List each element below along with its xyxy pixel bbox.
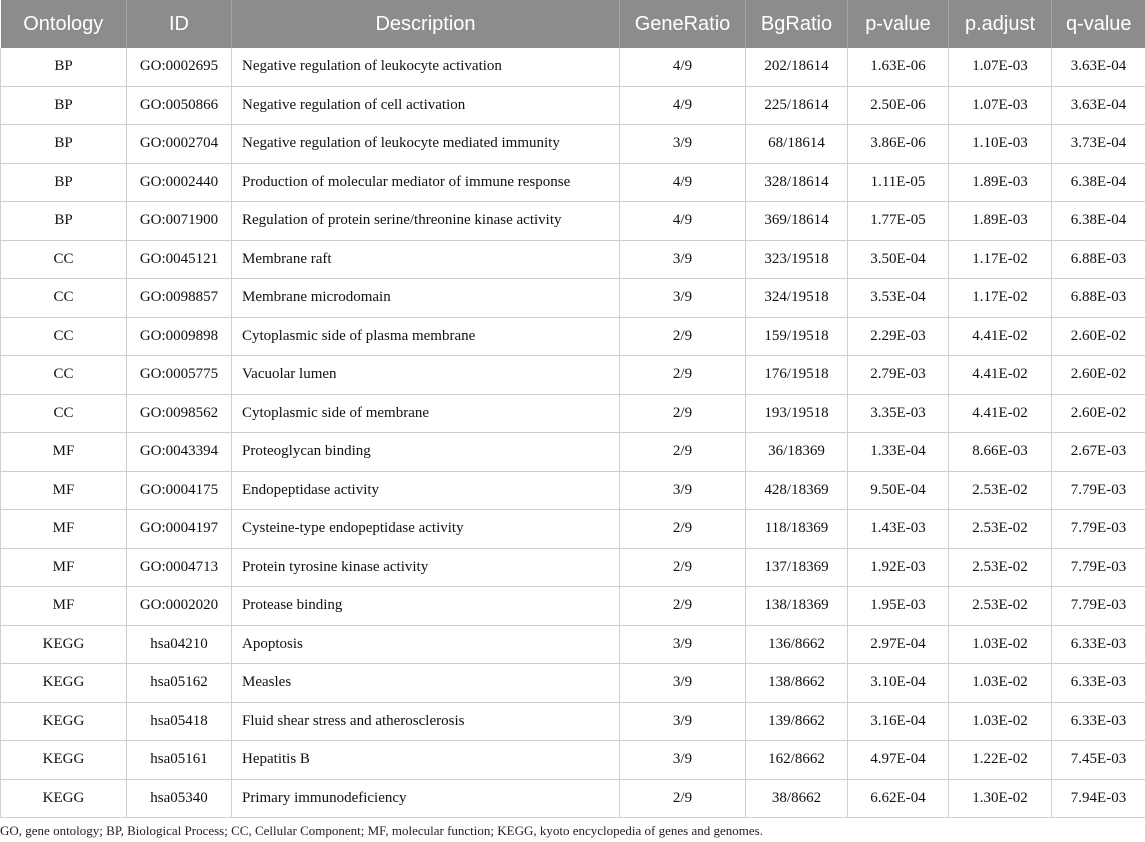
ontology-cell: CC xyxy=(1,279,127,318)
p-value-cell: 1.11E-05 xyxy=(848,163,949,202)
description-cell: Negative regulation of leukocyte mediated immunity xyxy=(232,125,620,164)
id-cell: GO:0002440 xyxy=(127,163,232,202)
ontology-cell: KEGG xyxy=(1,664,127,703)
p-adjust-cell: 2.53E-02 xyxy=(949,510,1052,549)
q-value-cell: 6.33E-03 xyxy=(1052,664,1145,703)
id-cell: GO:0002020 xyxy=(127,587,232,626)
q-value-cell: 2.67E-03 xyxy=(1052,433,1145,472)
gene-ratio-cell: 4/9 xyxy=(620,86,746,125)
ontology-cell: KEGG xyxy=(1,741,127,780)
p-value-cell: 3.50E-04 xyxy=(848,240,949,279)
bg-ratio-cell: 328/18614 xyxy=(746,163,848,202)
p-value-cell: 1.63E-06 xyxy=(848,48,949,86)
gene-ratio-cell: 4/9 xyxy=(620,202,746,241)
p-value-cell: 2.97E-04 xyxy=(848,625,949,664)
gene-ratio-cell: 2/9 xyxy=(620,433,746,472)
p-adjust-cell: 1.89E-03 xyxy=(949,163,1052,202)
bg-ratio-cell: 162/8662 xyxy=(746,741,848,780)
ontology-cell: MF xyxy=(1,471,127,510)
p-value-cell: 2.50E-06 xyxy=(848,86,949,125)
description-cell: Negative regulation of cell activation xyxy=(232,86,620,125)
table-row xyxy=(1,587,1145,626)
id-cell: GO:0004713 xyxy=(127,548,232,587)
description-cell: Negative regulation of leukocyte activation xyxy=(232,48,620,86)
p-value-cell: 3.53E-04 xyxy=(848,279,949,318)
id-cell: GO:0002695 xyxy=(127,48,232,86)
id-cell: GO:0071900 xyxy=(127,202,232,241)
description-cell: Primary immunodeficiency xyxy=(232,779,620,818)
ontology-cell: BP xyxy=(1,163,127,202)
bg-ratio-cell: 225/18614 xyxy=(746,86,848,125)
table-row xyxy=(1,317,1145,356)
p-value-cell: 3.86E-06 xyxy=(848,125,949,164)
bg-ratio-cell: 159/19518 xyxy=(746,317,848,356)
bg-ratio-cell: 138/18369 xyxy=(746,587,848,626)
gene-ratio-cell: 3/9 xyxy=(620,625,746,664)
ontology-cell: MF xyxy=(1,587,127,626)
bg-ratio-cell: 369/18614 xyxy=(746,202,848,241)
bg-ratio-cell: 139/8662 xyxy=(746,702,848,741)
id-cell: GO:0045121 xyxy=(127,240,232,279)
bg-ratio-cell: 202/18614 xyxy=(746,48,848,86)
table-header xyxy=(1,0,1145,48)
id-cell: hsa05418 xyxy=(127,702,232,741)
ontology-cell: CC xyxy=(1,394,127,433)
table-row xyxy=(1,779,1145,818)
ontology-cell: CC xyxy=(1,356,127,395)
ontology-cell: CC xyxy=(1,317,127,356)
description-cell: Membrane raft xyxy=(232,240,620,279)
p-adjust-cell: 1.03E-02 xyxy=(949,702,1052,741)
description-cell: Protease binding xyxy=(232,587,620,626)
q-value-cell: 7.94E-03 xyxy=(1052,779,1145,818)
p-adjust-cell: 8.66E-03 xyxy=(949,433,1052,472)
p-adjust-cell: 1.17E-02 xyxy=(949,240,1052,279)
column-header-id: ID xyxy=(127,0,232,48)
id-cell: hsa05162 xyxy=(127,664,232,703)
gene-ratio-cell: 3/9 xyxy=(620,125,746,164)
description-cell: Measles xyxy=(232,664,620,703)
p-value-cell: 6.62E-04 xyxy=(848,779,949,818)
gene-ratio-cell: 2/9 xyxy=(620,317,746,356)
gene-ratio-cell: 3/9 xyxy=(620,279,746,318)
q-value-cell: 6.33E-03 xyxy=(1052,702,1145,741)
bg-ratio-cell: 176/19518 xyxy=(746,356,848,395)
p-adjust-cell: 4.41E-02 xyxy=(949,317,1052,356)
column-header-p-adjust: p.adjust xyxy=(949,0,1052,48)
gene-ratio-cell: 2/9 xyxy=(620,548,746,587)
table-row xyxy=(1,48,1145,86)
id-cell: GO:0098562 xyxy=(127,394,232,433)
description-cell: Production of molecular mediator of immune response xyxy=(232,163,620,202)
q-value-cell: 3.73E-04 xyxy=(1052,125,1145,164)
id-cell: GO:0009898 xyxy=(127,317,232,356)
id-cell: GO:0098857 xyxy=(127,279,232,318)
p-value-cell: 1.92E-03 xyxy=(848,548,949,587)
q-value-cell: 2.60E-02 xyxy=(1052,356,1145,395)
p-value-cell: 1.77E-05 xyxy=(848,202,949,241)
p-value-cell: 1.43E-03 xyxy=(848,510,949,549)
ontology-cell: CC xyxy=(1,240,127,279)
q-value-cell: 7.79E-03 xyxy=(1052,510,1145,549)
p-value-cell: 2.79E-03 xyxy=(848,356,949,395)
bg-ratio-cell: 137/18369 xyxy=(746,548,848,587)
id-cell: GO:0043394 xyxy=(127,433,232,472)
gene-ratio-cell: 3/9 xyxy=(620,702,746,741)
bg-ratio-cell: 118/18369 xyxy=(746,510,848,549)
table-row xyxy=(1,125,1145,164)
bg-ratio-cell: 36/18369 xyxy=(746,433,848,472)
table-body xyxy=(1,48,1145,818)
q-value-cell: 3.63E-04 xyxy=(1052,48,1145,86)
gene-ratio-cell: 3/9 xyxy=(620,741,746,780)
gene-ratio-cell: 3/9 xyxy=(620,240,746,279)
q-value-cell: 6.33E-03 xyxy=(1052,625,1145,664)
gene-ratio-cell: 3/9 xyxy=(620,664,746,703)
p-value-cell: 3.10E-04 xyxy=(848,664,949,703)
gene-ratio-cell: 4/9 xyxy=(620,163,746,202)
description-cell: Vacuolar lumen xyxy=(232,356,620,395)
table-row xyxy=(1,356,1145,395)
table-row xyxy=(1,664,1145,703)
column-header-p-value: p-value xyxy=(848,0,949,48)
description-cell: Cytoplasmic side of membrane xyxy=(232,394,620,433)
gene-ratio-cell: 3/9 xyxy=(620,471,746,510)
table-row xyxy=(1,86,1145,125)
gene-ratio-cell: 2/9 xyxy=(620,394,746,433)
bg-ratio-cell: 136/8662 xyxy=(746,625,848,664)
table-row xyxy=(1,625,1145,664)
gene-ratio-cell: 4/9 xyxy=(620,48,746,86)
id-cell: GO:0004197 xyxy=(127,510,232,549)
p-adjust-cell: 4.41E-02 xyxy=(949,394,1052,433)
table-footnote: GO, gene ontology; BP, Biological Process; CC, Cellular Component; MF, molecular function; KEGG, kyoto encyclopedia of genes and genomes. xyxy=(0,823,763,838)
q-value-cell: 7.45E-03 xyxy=(1052,741,1145,780)
id-cell: hsa05161 xyxy=(127,741,232,780)
ontology-cell: BP xyxy=(1,48,127,86)
description-cell: Hepatitis B xyxy=(232,741,620,780)
q-value-cell: 6.88E-03 xyxy=(1052,240,1145,279)
column-header-description: Description xyxy=(232,0,620,48)
table-row xyxy=(1,741,1145,780)
p-adjust-cell: 1.89E-03 xyxy=(949,202,1052,241)
p-adjust-cell: 1.22E-02 xyxy=(949,741,1052,780)
id-cell: GO:0004175 xyxy=(127,471,232,510)
table-row xyxy=(1,471,1145,510)
q-value-cell: 7.79E-03 xyxy=(1052,587,1145,626)
p-adjust-cell: 1.03E-02 xyxy=(949,625,1052,664)
p-adjust-cell: 1.30E-02 xyxy=(949,779,1052,818)
q-value-cell: 2.60E-02 xyxy=(1052,394,1145,433)
p-value-cell: 3.35E-03 xyxy=(848,394,949,433)
q-value-cell: 6.38E-04 xyxy=(1052,202,1145,241)
ontology-cell: MF xyxy=(1,433,127,472)
description-cell: Protein tyrosine kinase activity xyxy=(232,548,620,587)
column-header-ontology: Ontology xyxy=(1,0,127,48)
ontology-cell: KEGG xyxy=(1,625,127,664)
description-cell: Regulation of protein serine/threonine kinase activity xyxy=(232,202,620,241)
p-adjust-cell: 2.53E-02 xyxy=(949,471,1052,510)
p-adjust-cell: 2.53E-02 xyxy=(949,548,1052,587)
description-cell: Endopeptidase activity xyxy=(232,471,620,510)
bg-ratio-cell: 193/19518 xyxy=(746,394,848,433)
description-cell: Fluid shear stress and atherosclerosis xyxy=(232,702,620,741)
ontology-cell: KEGG xyxy=(1,702,127,741)
p-adjust-cell: 1.17E-02 xyxy=(949,279,1052,318)
ontology-cell: BP xyxy=(1,202,127,241)
p-value-cell: 3.16E-04 xyxy=(848,702,949,741)
id-cell: GO:0002704 xyxy=(127,125,232,164)
table-row xyxy=(1,510,1145,549)
q-value-cell: 6.38E-04 xyxy=(1052,163,1145,202)
gene-ratio-cell: 2/9 xyxy=(620,510,746,549)
id-cell: GO:0005775 xyxy=(127,356,232,395)
q-value-cell: 6.88E-03 xyxy=(1052,279,1145,318)
bg-ratio-cell: 68/18614 xyxy=(746,125,848,164)
p-value-cell: 4.97E-04 xyxy=(848,741,949,780)
p-adjust-cell: 4.41E-02 xyxy=(949,356,1052,395)
ontology-cell: BP xyxy=(1,86,127,125)
header-row xyxy=(1,0,1145,48)
ontology-cell: BP xyxy=(1,125,127,164)
table-row xyxy=(1,202,1145,241)
p-adjust-cell: 1.07E-03 xyxy=(949,48,1052,86)
table-row xyxy=(1,394,1145,433)
gene-ratio-cell: 2/9 xyxy=(620,779,746,818)
q-value-cell: 2.60E-02 xyxy=(1052,317,1145,356)
ontology-cell: MF xyxy=(1,510,127,549)
gene-ratio-cell: 2/9 xyxy=(620,587,746,626)
p-adjust-cell: 1.03E-02 xyxy=(949,664,1052,703)
id-cell: hsa04210 xyxy=(127,625,232,664)
p-adjust-cell: 2.53E-02 xyxy=(949,587,1052,626)
q-value-cell: 7.79E-03 xyxy=(1052,471,1145,510)
bg-ratio-cell: 323/19518 xyxy=(746,240,848,279)
q-value-cell: 7.79E-03 xyxy=(1052,548,1145,587)
bg-ratio-cell: 38/8662 xyxy=(746,779,848,818)
table-row xyxy=(1,240,1145,279)
description-cell: Proteoglycan binding xyxy=(232,433,620,472)
bg-ratio-cell: 324/19518 xyxy=(746,279,848,318)
gene-ratio-cell: 2/9 xyxy=(620,356,746,395)
table-row xyxy=(1,163,1145,202)
bg-ratio-cell: 138/8662 xyxy=(746,664,848,703)
q-value-cell: 3.63E-04 xyxy=(1052,86,1145,125)
table-row xyxy=(1,279,1145,318)
p-value-cell: 2.29E-03 xyxy=(848,317,949,356)
p-value-cell: 1.95E-03 xyxy=(848,587,949,626)
description-cell: Cytoplasmic side of plasma membrane xyxy=(232,317,620,356)
description-cell: Membrane microdomain xyxy=(232,279,620,318)
column-header-q-value: q-value xyxy=(1052,0,1145,48)
description-cell: Apoptosis xyxy=(232,625,620,664)
p-value-cell: 1.33E-04 xyxy=(848,433,949,472)
table-row xyxy=(1,433,1145,472)
ontology-cell: MF xyxy=(1,548,127,587)
table-row xyxy=(1,702,1145,741)
description-cell: Cysteine-type endopeptidase activity xyxy=(232,510,620,549)
id-cell: hsa05340 xyxy=(127,779,232,818)
p-value-cell: 9.50E-04 xyxy=(848,471,949,510)
id-cell: GO:0050866 xyxy=(127,86,232,125)
bg-ratio-cell: 428/18369 xyxy=(746,471,848,510)
p-adjust-cell: 1.07E-03 xyxy=(949,86,1052,125)
column-header-bg-ratio: BgRatio xyxy=(746,0,848,48)
table-row xyxy=(1,548,1145,587)
ontology-cell: KEGG xyxy=(1,779,127,818)
column-header-gene-ratio: GeneRatio xyxy=(620,0,746,48)
p-adjust-cell: 1.10E-03 xyxy=(949,125,1052,164)
